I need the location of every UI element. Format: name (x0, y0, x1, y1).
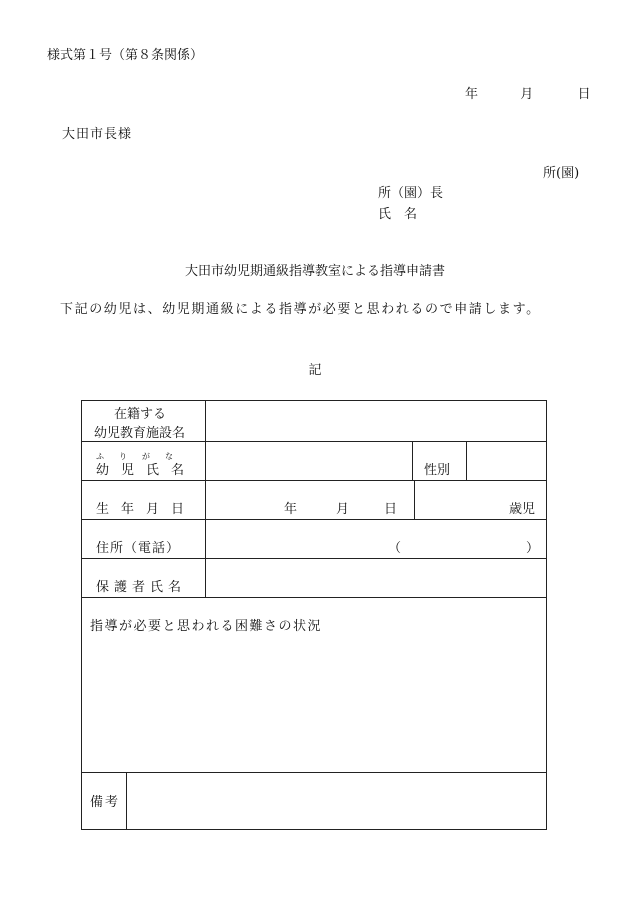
gender-field[interactable] (467, 442, 547, 479)
phone-open-paren: （ (388, 541, 402, 556)
child-name-furigana: ふりがな (96, 452, 188, 461)
date-month: 月 (520, 87, 534, 102)
document-title: 大田市幼児期通級指導教室による指導申請書 (184, 264, 445, 279)
applicant-director-label: 所（園）長 (378, 186, 444, 201)
child-name-field[interactable] (206, 442, 411, 479)
remarks-field[interactable] (128, 774, 544, 828)
date-line (465, 83, 591, 102)
address-label: 住所（電話） (96, 541, 181, 556)
date-year: 年 (465, 87, 479, 102)
phone-close-paren: ） (526, 541, 540, 556)
guardian-label: 保護者氏名 (96, 580, 187, 595)
remarks-label: 備考 (90, 795, 121, 810)
facility-label-line2: 幼児教育施設名 (94, 426, 186, 441)
form-number: 様式第１号（第８条関係） (47, 48, 204, 63)
application-table (81, 400, 547, 830)
intro-text: 下記の幼児は、幼児期通級による指導が必要と思われるので申請します。 (60, 302, 541, 317)
birth-day-label: 日 (384, 502, 398, 517)
guardian-name-field[interactable] (206, 559, 546, 596)
birth-year-label: 年 (284, 502, 298, 517)
age-suffix-label: 歳児 (509, 502, 536, 517)
gender-label: 性別 (424, 463, 451, 478)
facility-name-field[interactable] (206, 402, 546, 440)
difficulty-field[interactable] (84, 637, 544, 769)
difficulty-label: 指導が必要と思われる困難さの状況 (90, 619, 323, 634)
ki-heading: 記 (308, 363, 322, 378)
child-name-label: 幼児氏名 (96, 463, 197, 478)
addressee: 大田市長様 (62, 127, 133, 142)
date-day: 日 (577, 87, 591, 102)
applicant-name-label: 氏 名 (378, 207, 418, 222)
facility-label-line1: 在籍する (114, 407, 167, 422)
applicant-facility-label: 所(園) (543, 166, 580, 181)
birthdate-label: 生年月日 (96, 502, 197, 517)
birth-month-label: 月 (336, 502, 350, 517)
